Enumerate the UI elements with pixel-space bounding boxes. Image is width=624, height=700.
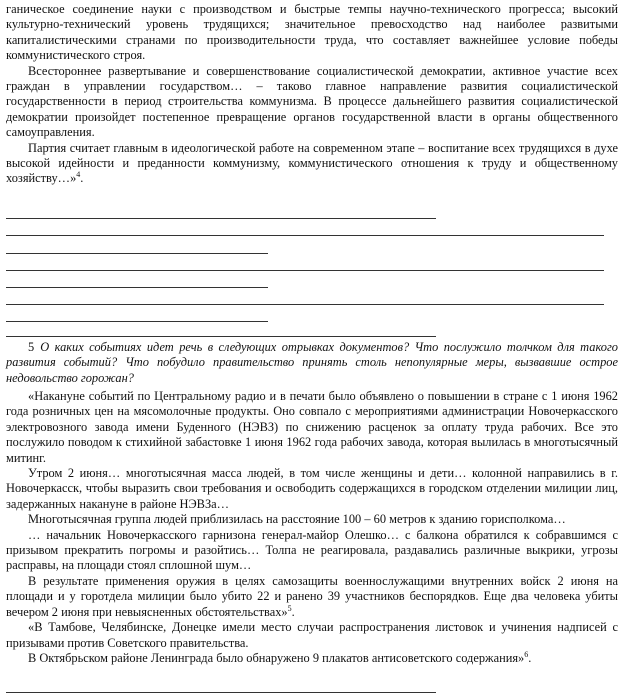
excerpt-paragraph-4: … начальник Новочеркасского гарнизона генерал-майор Олешко… с балкона обратился к собравшимся с призывом прекратить погромы и разойтись… Толпа не реагировала, раздавались различные выкрики, угрозы расправы, на площади стоял сплошной шум… <box>6 527 618 573</box>
excerpt-paragraph-5 <box>6 574 618 620</box>
paragraph-ideology <box>6 141 618 187</box>
excerpt-paragraph-1: «Накануне событий по Центральному радио и в печати было объявлено о повышении в стране с 1 июня 1962 года розничных цен на мясомолочные продукты. Оно совпало с мероприятиями администрации Новочеркасского электровозного завода имени Буденного (НЭВЗ) по снижению расценок за оплату труда рабочих. Все это послужило поводом к стихийной забастовке 1 июня 1962 года рабочих завода, которая вылилась в многотысячный митинг. <box>6 389 618 465</box>
excerpt-paragraph-2: Утром 2 июня… многотысячная масса людей, в том числе женщины и дети… колонной направились в г. Новочеркасск, чтобы выразить свои требования и освободить содержащихся в городском отделении милиции лиц, задержанных накануне в районе НЭВЗа… <box>6 466 618 511</box>
excerpt-5-end: . <box>291 604 295 619</box>
answer-line-bottom[interactable] <box>6 692 436 693</box>
excerpt-5-text: В результате применения оружия в целях самозащиты военнослужащими внутренних войск 2 июня на площади и у горотдела милиции было убито 22 и ранено 39 участников беспорядков. Еще два человека убиты вечером 2 июня при невыясненных обстоятельствах» <box>6 573 618 619</box>
excerpt-paragraph-6: «В Тамбове, Челябинске, Донецке имели место случаи распространения листовок и учинения надписей с призывами против Советского правительства. <box>6 620 618 650</box>
answer-line-3[interactable] <box>6 253 268 254</box>
footnote-ref-4: 4 <box>76 170 81 180</box>
answer-line-5[interactable] <box>6 287 268 288</box>
answer-line-1[interactable] <box>6 218 436 219</box>
answer-line-4[interactable] <box>6 270 604 271</box>
excerpt-7-text: В Октябрьском районе Ленинграда было обнаружено 9 плакатов антисоветского содержания» <box>28 650 525 665</box>
ideology-end: . <box>80 171 84 186</box>
footnote-ref-5: 5 <box>287 603 292 613</box>
excerpt-7-end: . <box>528 650 532 665</box>
paragraph-continuation: ганическое соединение науки с производством и быстрые темпы научно-технического прогресса; высокий культурно-технический уровень трудящихся; значительное превосходство над наиболее развитыми капиталистическими странами по производительности труда, что составляет важнейшее условие победы коммунистического строя. <box>6 2 618 63</box>
question-text: О каких событиях идет речь в следующих отрывках документов? Что послужило толчком для такого развития событий? Что побудило правительство принять столь непопулярные меры, вызвавшие острое недовольство горожан? <box>6 340 618 385</box>
paragraph-democracy: Всестороннее развертывание и совершенствование социалистической демократии, активное участие всех граждан в управлении государством… – таково главное направление развития социалистической государственности в период строительства коммунизма. В процессе дальнейшего развития социалистической демократии произойдет постепенное превращение органов государственной власти в органы общественного самоуправления. <box>6 63 618 140</box>
question-block <box>6 340 618 386</box>
footnote-ref-6: 6 <box>524 649 529 659</box>
excerpt-paragraph-3: Многотысячная группа людей приблизилась на расстояние 100 – 60 метров к зданию горисполкома… <box>28 512 566 527</box>
excerpt-paragraph-7 <box>6 651 618 666</box>
answer-line-7[interactable] <box>6 321 268 322</box>
question-5 <box>6 340 618 386</box>
question-number: 5 <box>28 340 35 354</box>
ideology-text: Партия считает главным в идеологической работе на современном этапе – воспитание всех трудящихся в духе высокой идейности и преданности коммунизму, коммунистического отношения к труду и общественному хозяйству…» <box>6 140 618 186</box>
answer-line-6[interactable] <box>6 304 604 305</box>
answer-line-2[interactable] <box>6 235 604 236</box>
document-excerpts <box>6 389 618 666</box>
top-quote-block <box>6 2 618 187</box>
answer-line-8[interactable] <box>6 336 436 337</box>
